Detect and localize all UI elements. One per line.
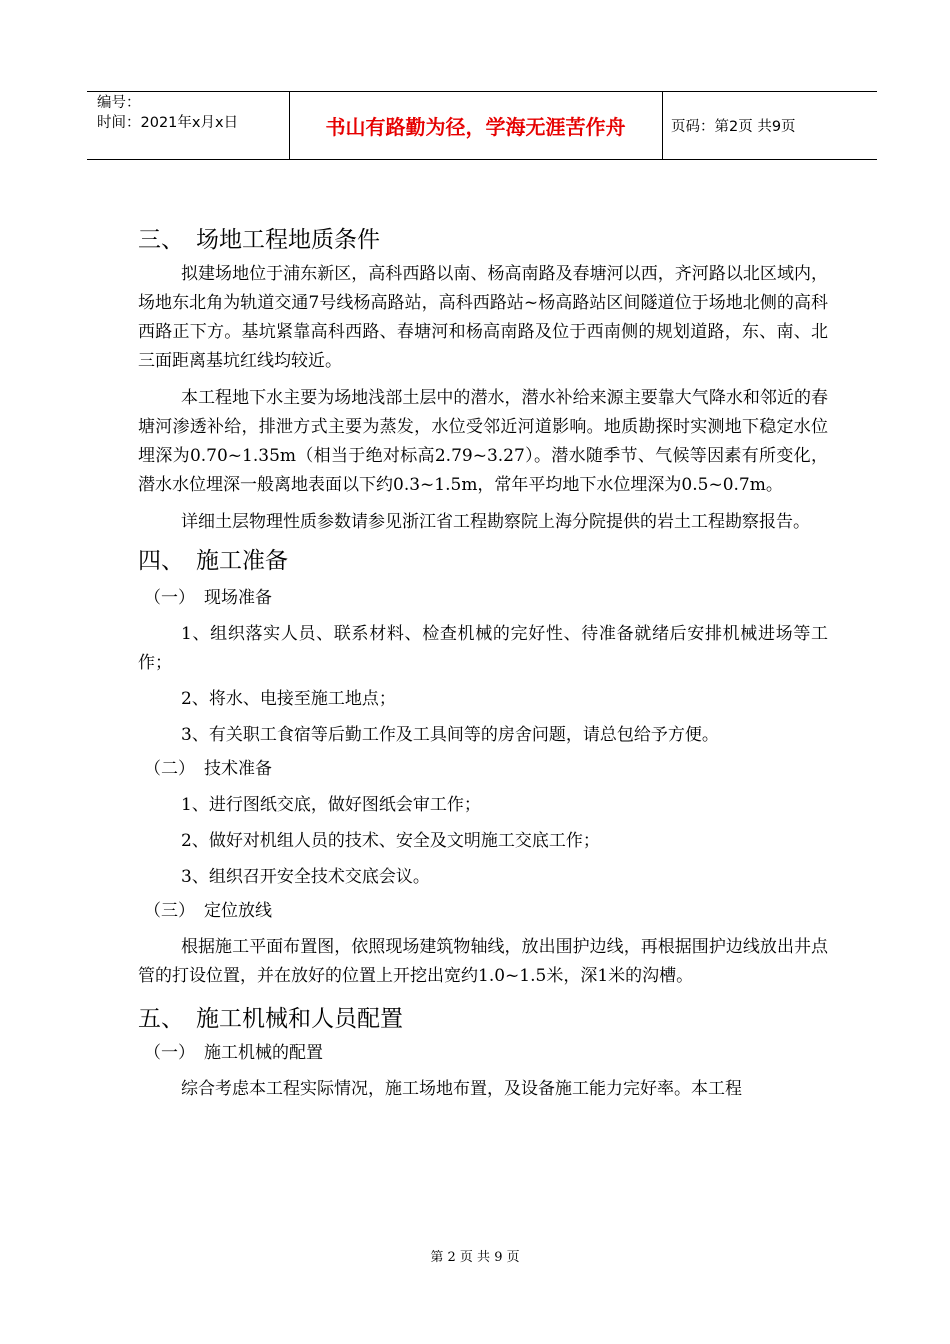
section-number: 四、 [138, 548, 184, 574]
subsection-heading [144, 1039, 828, 1068]
list-item: 3、组织召开安全技术交底会议。 [181, 867, 430, 887]
section-number: 五、 [138, 1006, 184, 1032]
paragraph: 本工程地下水主要为场地浅部土层中的潜水，潜水补给来源主要靠大气降水和邻近的春塘河渗透补给，排泄方式主要为蒸发，水位受邻近河道影响。地质勘探时实测地下稳定水位埋深为0.70~1.35m（相当于绝对标高2.79~3.27）。潜水随季节、气候等因素有所变化，潜水水位埋深一般离地表面以下约0.3~1.5m，常年平均地下水位埋深为0.5~0.7m。 [138, 388, 828, 495]
subsection-number: （三） [144, 901, 195, 921]
date-label: 时间：2021年x月x日 [97, 115, 239, 131]
paragraph: 详细土层物理性质参数请参见浙江省工程勘察院上海分院提供的岩土工程勘察报告。 [181, 512, 810, 532]
list-item: 3、有关职工食宿等后勤工作及工具间等的房舍问题，请总包给予方便。 [181, 725, 719, 745]
list-item: 1、进行图纸交底，做好图纸会审工作； [181, 795, 481, 815]
section-heading-4 [138, 543, 828, 579]
subsection-heading [144, 584, 828, 613]
list-item: 1、组织落实人员、联系材料、检查机械的完好性、待准备就绪后安排机械进场等工作； [138, 624, 828, 673]
document-body [138, 222, 828, 1104]
paragraph: 根据施工平面布置图，依照现场建筑物轴线，放出围护边线，再根据围护边线放出井点管的打设位置，并在放好的位置上开挖出宽约1.0~1.5米，深1米的沟槽。 [138, 937, 828, 986]
subsection-heading [144, 755, 828, 784]
section-number: 三、 [138, 227, 184, 253]
subsection-heading [144, 897, 828, 926]
header-meta [97, 93, 238, 133]
subsection-title: 技术准备 [204, 759, 272, 779]
header-motto: 书山有路勤为径，学海无涯苦作舟 [325, 115, 626, 139]
section-title: 施工准备 [196, 548, 288, 574]
section-title: 场地工程地质条件 [196, 227, 380, 253]
header-page-label: 页码：第2页 共9页 [671, 119, 796, 135]
subsection-number: （一） [144, 1043, 195, 1063]
section-title: 施工机械和人员配置 [196, 1006, 403, 1032]
paragraph: 拟建场地位于浦东新区，高科西路以南、杨高南路及春塘河以西，齐河路以北区域内，场地东北角为轨道交通7号线杨高路站，高科西路站~杨高路站区间隧道位于场地北侧的高科西路正下方。基坑紧靠高科西路、春塘河和杨高南路及位于西南侧的规划道路，东、南、北三面距离基坑红线均较近。 [138, 264, 828, 371]
page-header [87, 91, 877, 160]
list-item: 2、做好对机组人员的技术、安全及文明施工交底工作； [181, 831, 600, 851]
header-divider [662, 92, 663, 159]
subsection-number: （二） [144, 759, 195, 779]
list-item: 2、将水、电接至施工地点； [181, 689, 396, 709]
subsection-title: 现场准备 [204, 588, 272, 608]
subsection-number: （一） [144, 588, 195, 608]
page-footer: 第 2 页 共 9 页 [430, 1250, 520, 1265]
subsection-title: 施工机械的配置 [204, 1043, 323, 1063]
paragraph: 综合考虑本工程实际情况，施工场地布置，及设备施工能力完好率。本工程 [181, 1079, 742, 1099]
section-heading-3 [138, 222, 828, 258]
section-heading-5 [138, 1001, 828, 1037]
serial-label: 编号： [97, 95, 141, 111]
subsection-title: 定位放线 [204, 901, 272, 921]
